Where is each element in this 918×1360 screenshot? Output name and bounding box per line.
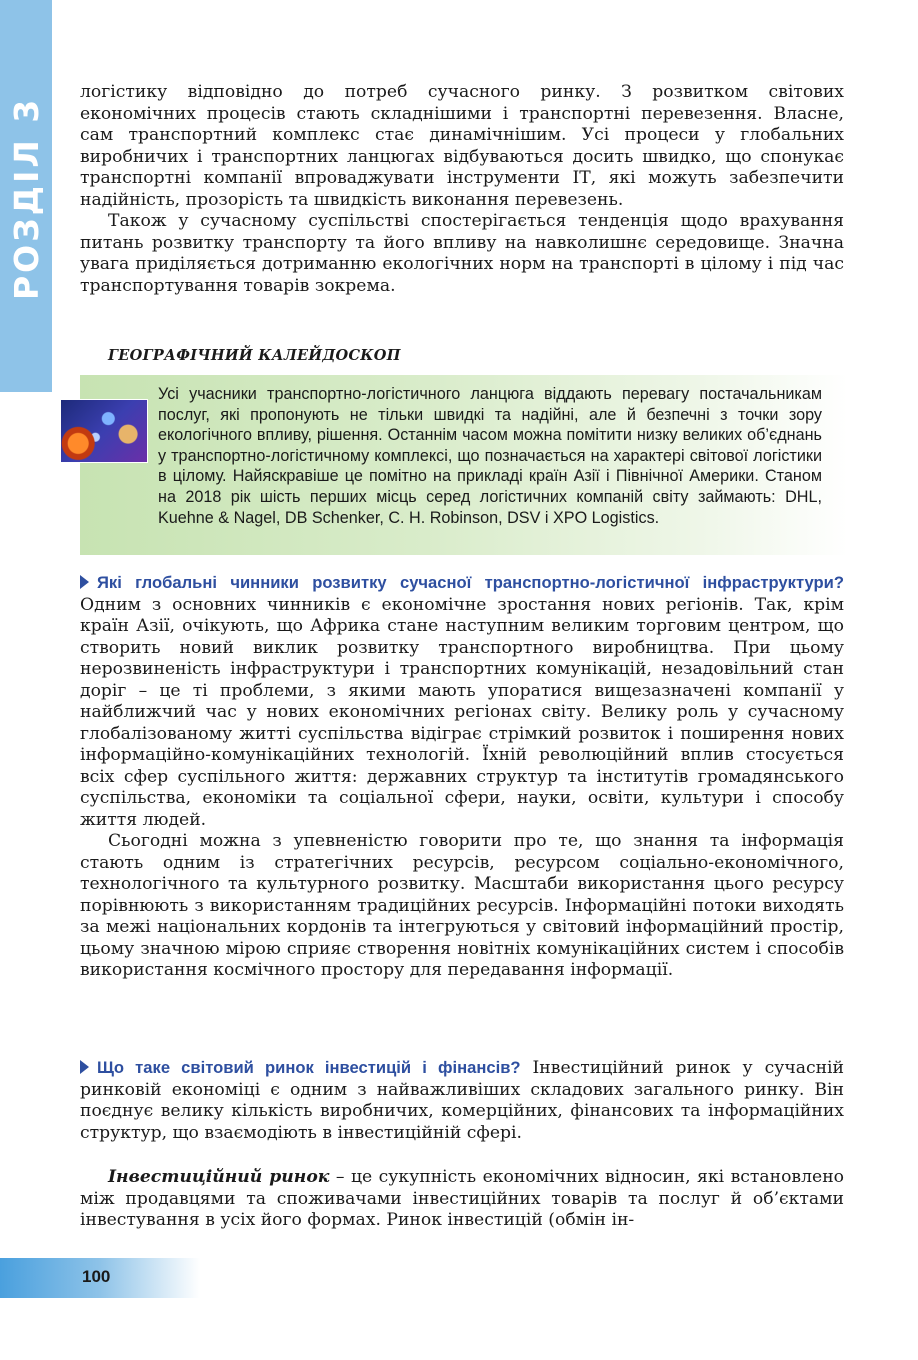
page-number: 100 bbox=[82, 1267, 111, 1286]
paragraph bbox=[80, 1057, 844, 1144]
chapter-side-tab bbox=[0, 0, 52, 392]
paragraph-text: Інвестиційний ринок у сучасній ринковій економіці є одним з найважливіших складових загального ринку. Він поєднує велику кількість виробничих, комерційних, фінансових та інформаційних структур, що взаємодіють в інвестиційній сфері. bbox=[80, 1058, 844, 1143]
bullet-triangle-icon bbox=[80, 1060, 89, 1074]
paragraph-text: Одним з основних чинників є економічне зростання нових регіонів. Так, крім країн Азії, очікують, що Африка стане наступним великим торговим центром, що створить новий виклик розвитку транспортного виробництва. При цьому нерозвиненість інфраструктури і транспортних комунікацій, незадовільний стан доріг – це ті проблеми, з якими мають упоратися вищезазначені компанії у найближчий час у нових економічних регіонах світу. Велику роль у сучасному глобалізованому житті суспільства відіграє стрімкий розвиток і поширення нових інформаційно-комунікаційних технологій. Їхній революційний вплив стосується всіх сфер суспільного життя: державних структур та інститутів громадянського суспільства, економіки та соціальної сфери, науки, освіти, культури і способу життя людей. bbox=[80, 594, 844, 830]
paragraph-text: – це сукупність економічних відносин, які встановлено між продавцями та споживачами інвестиційних товарів та послуг й об’єктами інвестування в усіх його формах. Ринок інвестицій (обмін ін- bbox=[80, 1167, 845, 1230]
section-infrastructure bbox=[80, 572, 844, 982]
question-heading: Що таке світовий ринок інвестицій і фінансів? bbox=[97, 1058, 521, 1077]
paragraph bbox=[80, 1167, 844, 1232]
paragraph: Також у сучасному суспільстві спостерігається тенденція щодо врахування питань розвитку транспорту та його впливу на навколишнє середовище. Значна увага приділяється дотриманню екологічних норм на транспорті в цілому і під час транспортування товарів зокрема. bbox=[80, 211, 844, 296]
paragraph bbox=[80, 572, 844, 831]
section-definition bbox=[80, 1167, 844, 1232]
paragraph: Сьогодні можна з упевненістю говорити про те, що знання та інформація стають одним із стратегічних ресурсів, ресурсом соціально-економічного, технологічного та культурного розвитку. Масштаби використання цього ресурсу порівнюють з використанням традиційних ресурсів. Інформаційні потоки виходять за межі національних кордонів та інтегруються у світовий інформаційний простір, цьому значною мірою сприяє створення новітніх комунікаційних систем і способів використання космічного простору для передавання інформації. bbox=[80, 831, 844, 980]
definition-term: Інвестиційний ринок bbox=[108, 1167, 330, 1187]
bullet-triangle-icon bbox=[80, 575, 89, 589]
question-heading: Які глобальні чинники розвитку сучасної транспортно-логістичної інфраструктури? bbox=[97, 573, 844, 592]
kaleidoscope-title: ГЕОГРАФІЧНИЙ КАЛЕЙДОСКОП bbox=[108, 347, 401, 364]
chapter-label: РОЗДІЛ 3 bbox=[7, 96, 46, 300]
kaleidoscope-text: Усі учасники транспортно-логістичного ланцюга віддають перевагу постачальникам послуг, які пропонують не тільки швидкі та надійні, але й безпечні з точки зору екологічного впливу, рішення. Останнім часом можна помітити низку великих об’єднань у транспортно-логістичному комплексі, що позначається на характері світової логістики в цілому. Найяскравіше це помітно на прикладі країн Азії і Північної Америки. Станом на 2018 рік шість перших місць серед логістичних компаній світу займають: DHL, Kuehne & Nagel, DB Schenker, C. H. Robinson, DSV і XPO Logistics. bbox=[158, 385, 822, 527]
paragraph: логістику відповідно до потреб сучасного ринку. З розвитком світових економічних процесів стають складнішими і транспортні перевезення. Власне, сам транспортний комплекс стає динамічнішим. Усі процеси у глобальних виробничих і транспортних ланцюгах відбуваються досить швидко, що спонукає транспортні компанії впроваджувати інструменти ІТ, які можуть забезпечити надійність, прозорість та швидкість виконання перевезень. bbox=[80, 82, 844, 210]
planets-image bbox=[60, 399, 148, 463]
section-investment-market bbox=[80, 1057, 844, 1144]
section-intro bbox=[80, 82, 844, 297]
